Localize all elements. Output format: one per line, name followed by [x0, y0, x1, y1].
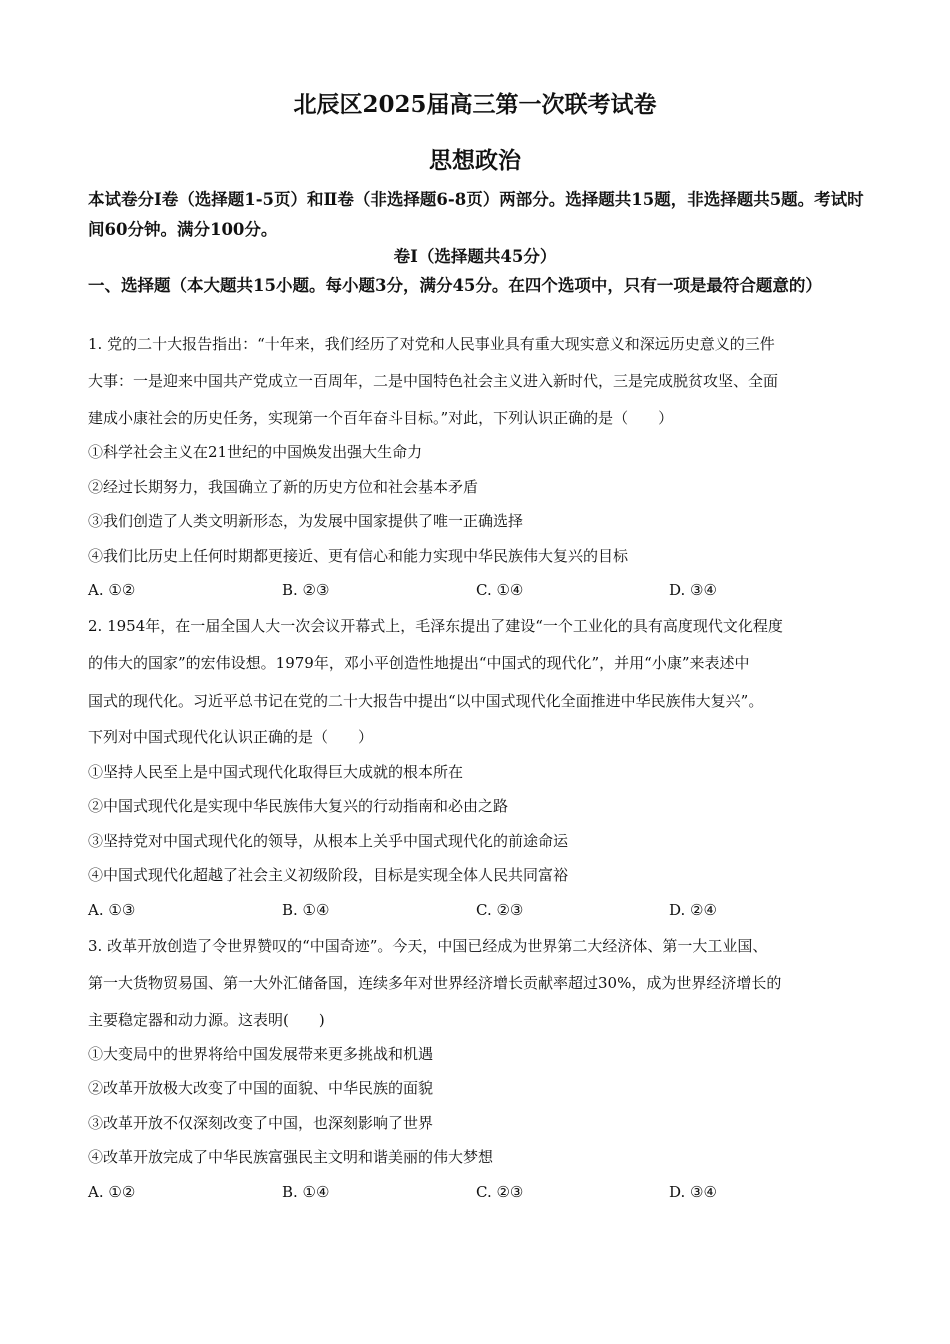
option-b: B. ①④ [282, 901, 330, 919]
option-b: B. ②③ [282, 581, 330, 599]
section-heading: 卷Ⅰ（选择题共45分） [393, 247, 557, 266]
question-stem-line: 1. 党的二十大报告指出：“十年来，我们经历了对党和人民事业具有重大现实意义和深远历史意义的三件 [88, 335, 775, 353]
statement-item: ③改革开放不仅深刻改变了中国，也深刻影响了世界 [88, 1114, 434, 1132]
option-c: C. ②③ [476, 901, 524, 919]
question-stem-line: 大事：一是迎来中国共产党成立一百周年，二是中国特色社会主义进入新时代，三是完成脱贫攻坚、全面 [88, 372, 779, 390]
statement-item: ②中国式现代化是实现中华民族伟大复兴的行动指南和必由之路 [88, 797, 509, 815]
question-stem-line: 下列对中国式现代化认识正确的是（ ） [88, 728, 374, 746]
question-stem-line: 2. 1954年，在一届全国人大一次会议开幕式上，毛泽东提出了建设“一个工业化的具有高度现代文化程度 [88, 617, 783, 635]
part-heading: 一、选择题（本大题共15小题。每小题3分，满分45分。在四个选项中，只有一项是最符合题意的） [88, 276, 822, 295]
statement-item: ④我们比历史上任何时期都更接近、更有信心和能力实现中华民族伟大复兴的目标 [88, 547, 629, 565]
statement-item: ②经过长期努力，我国确立了新的历史方位和社会基本矛盾 [88, 478, 479, 496]
option-a: A. ①② [88, 1183, 136, 1201]
option-c: C. ①④ [476, 581, 524, 599]
subject-title: 思想政治 [429, 147, 521, 174]
option-a: A. ①③ [88, 901, 136, 919]
statement-item: ①坚持人民至上是中国式现代化取得巨大成就的根本所在 [88, 763, 464, 781]
exam-instructions: 本试卷分Ⅰ卷（选择题1-5页）和Ⅱ卷（非选择题6-8页）两部分。选择题共15题，非选择题共5题。考试时间60分钟。满分100分。 [88, 190, 864, 239]
option-d: D. ②④ [669, 901, 717, 919]
option-d: D. ③④ [669, 1183, 717, 1201]
statement-item: ①大变局中的世界将给中国发展带来更多挑战和机遇 [88, 1045, 434, 1063]
question-stem-line: 第一大货物贸易国、第一大外汇储备国，连续多年对世界经济增长贡献率超过30%，成为世界经济增长的 [88, 974, 782, 992]
option-c: C. ②③ [476, 1183, 524, 1201]
statement-item: ③我们创造了人类文明新形态，为发展中国家提供了唯一正确选择 [88, 512, 524, 530]
question-stem-line: 建成小康社会的历史任务，实现第一个百年奋斗目标。”对此，下列认识正确的是（ ） [88, 409, 674, 427]
question-stem-line: 国式的现代化。习近平总书记在党的二十大报告中提出“以中国式现代化全面推进中华民族伟大复兴”。 [88, 692, 764, 710]
statement-item: ②改革开放极大改变了中国的面貌、中华民族的面貌 [88, 1079, 434, 1097]
option-d: D. ③④ [669, 581, 717, 599]
option-b: B. ①④ [282, 1183, 330, 1201]
question-stem-line: 的伟大的国家”的宏伟设想。1979年，邓小平创造性地提出“中国式的现代化”，并用“小康”来表述中 [88, 654, 750, 672]
option-a: A. ①② [88, 581, 136, 599]
question-stem-line: 3. 改革开放创造了令世界赞叹的“中国奇迹”。今天，中国已经成为世界第二大经济体、第一大工业国、 [88, 937, 768, 955]
statement-item: ④中国式现代化超越了社会主义初级阶段，目标是实现全体人民共同富裕 [88, 866, 569, 884]
question-stem-line: 主要稳定器和动力源。这表明( ) [88, 1011, 325, 1029]
exam-title: 北辰区2025届高三第一次联考试卷 [293, 91, 657, 118]
statement-item: ③坚持党对中国式现代化的领导，从根本上关乎中国式现代化的前途命运 [88, 832, 569, 850]
statement-item: ①科学社会主义在21世纪的中国焕发出强大生命力 [88, 443, 423, 461]
statement-item: ④改革开放完成了中华民族富强民主文明和谐美丽的伟大梦想 [88, 1148, 494, 1166]
